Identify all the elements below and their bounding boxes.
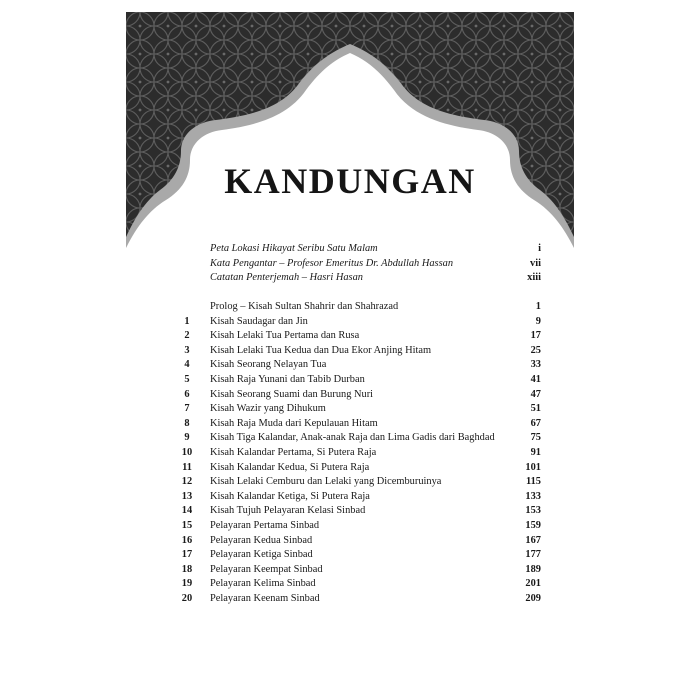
chapter-row (0, 503, 700, 518)
chapter-number: 6 (184, 388, 190, 400)
chapter-number: 15 (181, 520, 193, 531)
chapter-title: Kisah Seorang Suami dan Burung Nuri (210, 388, 374, 400)
chapter-row (0, 576, 700, 591)
chapter-title: Pelayaran Keenam Sinbad (210, 593, 320, 604)
chapter-row (0, 460, 700, 475)
chapter-title: Kisah Tiga Kalandar, Anak-anak Raja dan Lima Gadis dari Baghdad (210, 432, 495, 444)
chapter-number: 3 (184, 344, 190, 356)
entry-page: xiii (527, 272, 541, 283)
chapter-row (0, 533, 700, 548)
chapter-row (0, 416, 700, 431)
chapter-page: 159 (525, 520, 541, 531)
chapter-number: 18 (181, 563, 193, 575)
chapter-page: 33 (530, 359, 541, 371)
chapter-page: 177 (525, 549, 541, 561)
chapter-row (0, 343, 700, 358)
chapter-page: 1 (535, 301, 541, 312)
front-matter-item (0, 241, 700, 256)
chapter-row (0, 445, 700, 460)
entry-title: Peta Lokasi Hikayat Seribu Satu Malam (210, 243, 378, 254)
chapter-row (0, 372, 700, 387)
chapter-title: Kisah Seorang Nelayan Tua (210, 359, 327, 371)
chapter-title: Kisah Kalandar Kedua, Si Putera Raja (210, 461, 370, 473)
chapter-page: 91 (530, 447, 541, 458)
chapter-title: Kisah Lelaki Tua Kedua dan Dua Ekor Anjing Hitam (210, 344, 432, 356)
entry-page: vii (530, 258, 541, 269)
chapter-row (0, 328, 700, 343)
chapter-number: 10 (181, 447, 193, 458)
chapter-page: 51 (530, 403, 541, 415)
chapter-title: Pelayaran Kelima Sinbad (210, 578, 316, 590)
page-title: KANDUNGAN (224, 161, 476, 201)
chapter-page: 75 (530, 432, 541, 444)
chapter-title: Kisah Tujuh Pelayaran Kelasi Sinbad (210, 505, 366, 517)
chapter-title: Kisah Kalandar Pertama, Si Putera Raja (210, 447, 377, 458)
chapter-row (0, 562, 700, 577)
chapter-page: 41 (530, 374, 541, 385)
chapter-title: Pelayaran Ketiga Sinbad (210, 549, 313, 561)
chapter-page: 101 (525, 461, 541, 473)
chapter-title: Kisah Raja Yunani dan Tabib Durban (210, 374, 365, 385)
chapter-row (0, 547, 700, 562)
chapter-number: 19 (181, 578, 193, 590)
chapter-title: Kisah Lelaki Tua Pertama dan Rusa (210, 330, 360, 342)
chapter-page: 47 (530, 388, 541, 400)
chapter-title: Kisah Lelaki Cemburu dan Lelaki yang Dicemburuinya (210, 476, 442, 488)
chapter-title: Pelayaran Keempat Sinbad (210, 563, 323, 575)
chapter-number: 4 (184, 359, 190, 371)
chapter-number: 12 (181, 476, 193, 488)
chapter-number: 13 (181, 490, 193, 502)
chapter-row (0, 357, 700, 372)
chapter-number: 7 (184, 403, 190, 415)
chapter-page: 153 (525, 505, 541, 517)
chapter-page: 167 (525, 534, 541, 546)
chapter-number: 5 (184, 374, 190, 385)
chapter-number: 20 (181, 593, 193, 604)
chapter-number: 9 (184, 432, 190, 444)
chapter-title: Pelayaran Pertama Sinbad (210, 520, 320, 531)
chapter-number: 16 (181, 534, 193, 546)
front-matter-item (0, 270, 700, 285)
chapter-page: 133 (525, 490, 541, 502)
chapter-title: Prolog – Kisah Sultan Shahrir dan Shahrazad (210, 301, 399, 312)
chapter-title: Pelayaran Kedua Sinbad (210, 534, 313, 546)
chapter-row (0, 387, 700, 402)
chapter-page: 17 (530, 330, 541, 342)
entry-title: Catatan Penterjemah – Hasri Hasan (210, 272, 363, 283)
chapter-page: 209 (525, 593, 541, 604)
chapter-row (0, 489, 700, 504)
chapter-title: Kisah Wazir yang Dihukum (210, 403, 326, 415)
chapter-title: Kisah Kalandar Ketiga, Si Putera Raja (210, 490, 370, 502)
chapter-row (0, 474, 700, 489)
chapter-row (0, 299, 700, 314)
chapter-number: 2 (184, 330, 190, 342)
chapter-page: 67 (530, 417, 541, 429)
chapter-row (0, 591, 700, 606)
entry-title: Kata Pengantar – Profesor Emeritus Dr. Abdullah Hassan (210, 258, 454, 269)
entry-page: i (538, 243, 541, 254)
chapter-title: Kisah Raja Muda dari Kepulauan Hitam (210, 417, 378, 429)
chapter-row (0, 401, 700, 416)
chapter-page: 189 (525, 563, 541, 575)
chapter-number: 14 (181, 505, 193, 517)
front-matter-item (0, 256, 700, 271)
chapter-row (0, 314, 700, 329)
chapter-number: 11 (182, 461, 192, 473)
chapter-row (0, 430, 700, 445)
chapter-page: 9 (535, 315, 541, 327)
chapter-number: 1 (184, 315, 190, 327)
chapter-page: 201 (525, 578, 541, 590)
chapter-number: 8 (184, 417, 190, 429)
chapter-page: 115 (525, 476, 541, 488)
chapter-number: 17 (181, 549, 193, 561)
ornamental-arch-header (126, 12, 574, 248)
chapter-row (0, 518, 700, 533)
chapter-title: Kisah Saudagar dan Jin (210, 315, 308, 327)
chapter-page: 25 (530, 344, 541, 356)
